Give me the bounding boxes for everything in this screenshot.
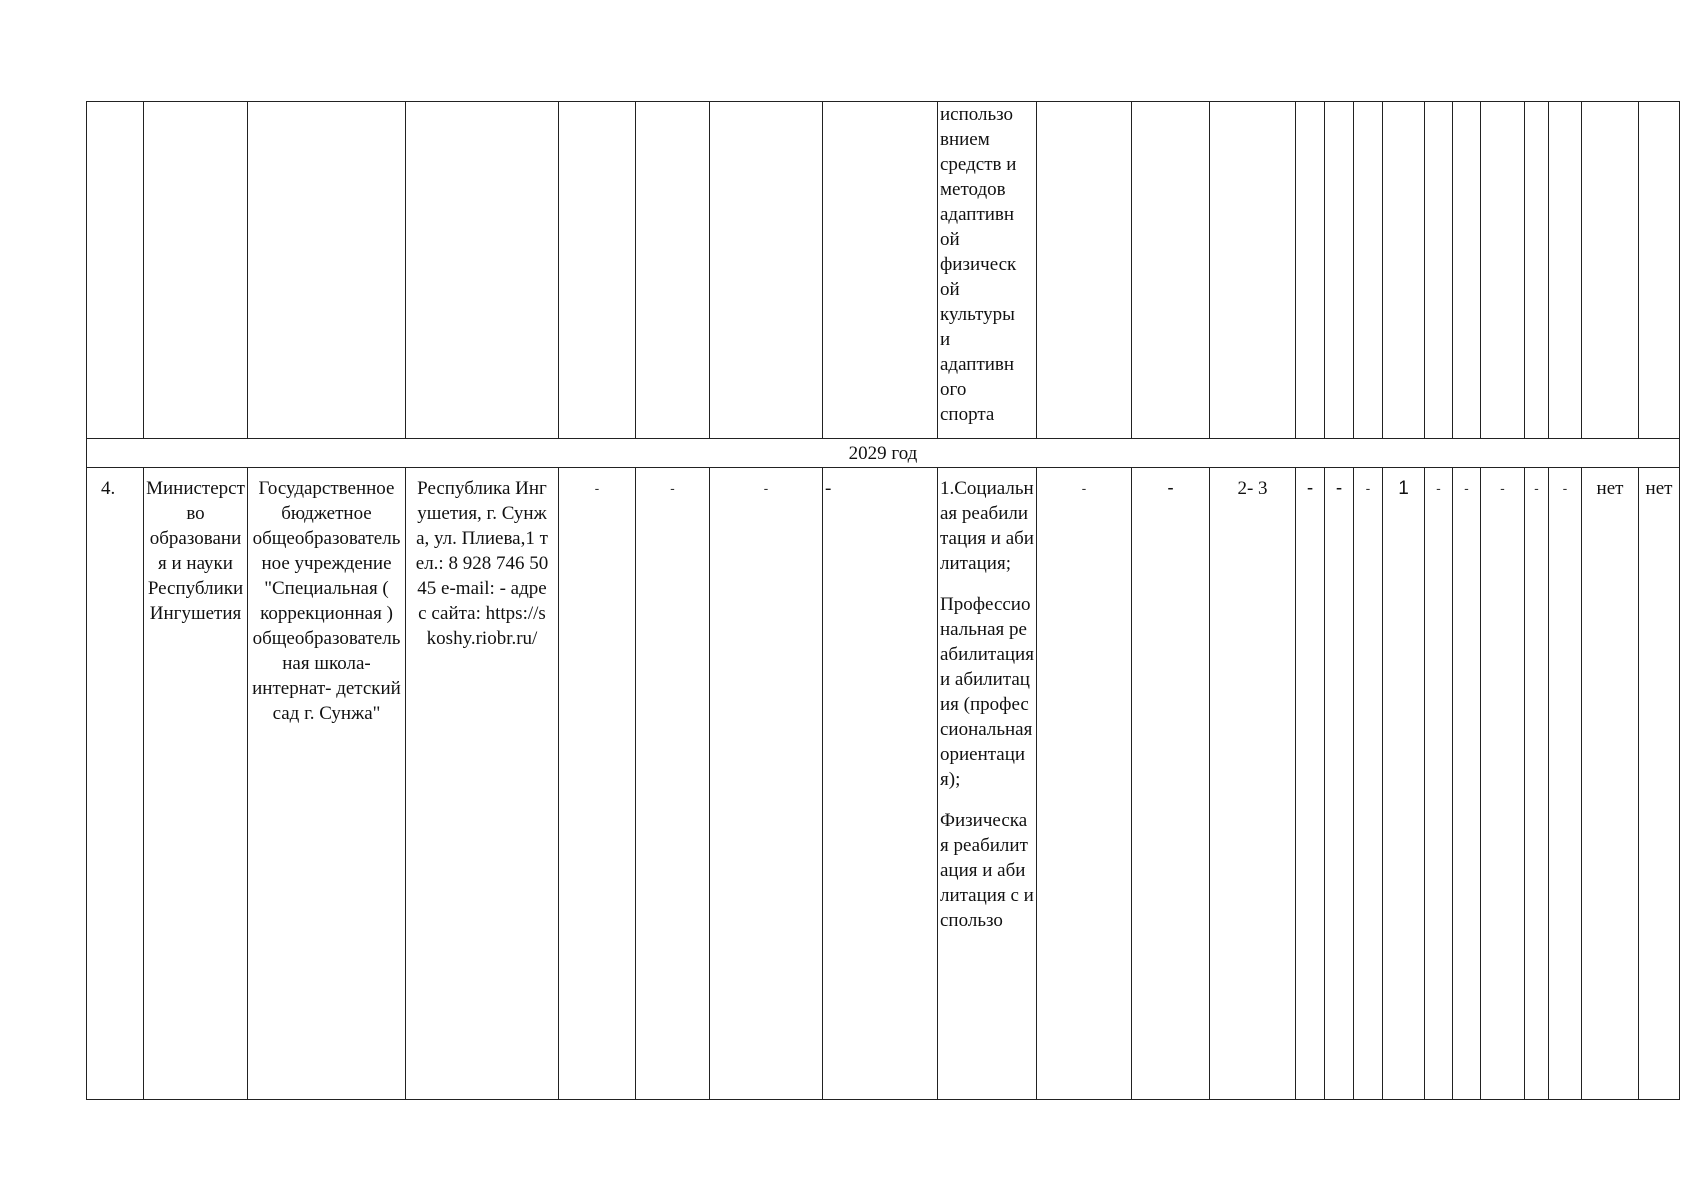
cell-col15: - — [1354, 468, 1383, 1100]
cell-empty — [248, 102, 406, 439]
cell-empty — [1582, 102, 1639, 439]
year-label: 2029 год — [87, 439, 1680, 468]
cell-col17: - — [1425, 468, 1453, 1100]
cell-empty — [1354, 102, 1383, 439]
cell-col14: - — [1325, 468, 1354, 1100]
cell-empty — [1325, 102, 1354, 439]
cell-empty — [1296, 102, 1325, 439]
cell-empty — [1549, 102, 1582, 439]
cell-empty — [1639, 102, 1680, 439]
service-item: 1.Социальная реабилитация и абилитация; — [940, 478, 1034, 574]
cell-col20: - — [1525, 468, 1549, 1100]
cell-empty — [1453, 102, 1481, 439]
cell-empty — [1132, 102, 1210, 439]
cell-empty — [87, 102, 144, 439]
cell-empty — [559, 102, 636, 439]
cell-col16: 1 — [1383, 468, 1425, 1100]
cell-col18: - — [1453, 468, 1481, 1100]
cell-col12: 2- 3 — [1210, 468, 1296, 1100]
cell-empty — [144, 102, 248, 439]
cell-col13: - — [1296, 468, 1325, 1100]
cell-col19: - — [1481, 468, 1525, 1100]
cell-col22: нет — [1582, 468, 1639, 1100]
cell-empty — [636, 102, 710, 439]
cell-col5: - — [559, 468, 636, 1100]
cell-empty — [710, 102, 823, 439]
service-item: Профессиональная реабилитация и абилитация (профессиональная ориентация); — [940, 594, 1034, 790]
services-cell — [938, 468, 1037, 1100]
cell-empty — [1481, 102, 1525, 439]
ministry-cell: Министерство образования и науки Республики Ингушетия — [144, 468, 248, 1100]
cell-col21: - — [1549, 468, 1582, 1100]
cell-col6: - — [636, 468, 710, 1100]
cell-col10: - — [1037, 468, 1132, 1100]
table-row — [87, 468, 1680, 1100]
services-table — [86, 101, 1680, 1100]
year-row — [87, 439, 1680, 468]
cell-empty — [1383, 102, 1425, 439]
cell-empty — [1037, 102, 1132, 439]
services-continued-cell: использо внием средств и методов адаптивн ой физическ ой культуры и адаптивн ого спорта — [938, 102, 1037, 439]
cell-col8: - — [823, 468, 938, 1100]
cell-col11: - — [1132, 468, 1210, 1100]
cell-col7: - — [710, 468, 823, 1100]
address-cell: Республика Ингушетия, г. Сунжа, ул. Плиева,1 тел.: 8 928 746 50 45 e-mail: - адрес сайта: https://skoshy.riobr.ru/ — [406, 468, 559, 1100]
cell-empty — [1525, 102, 1549, 439]
continued-row — [87, 102, 1680, 439]
row-number: 4. — [87, 468, 144, 1100]
cell-col23: нет — [1639, 468, 1680, 1100]
service-item: Физическая реабилитация и абилитация с использо — [940, 810, 1034, 931]
cell-empty — [1210, 102, 1296, 439]
cell-empty — [406, 102, 559, 439]
institution-cell: Государственное бюджетное общеобразовательное учреждение "Специальная ( коррекционная ) общеобразовательная школа-интернат- детский сад г. Сунжа" — [248, 468, 406, 1100]
cell-empty — [1425, 102, 1453, 439]
cell-empty — [823, 102, 938, 439]
